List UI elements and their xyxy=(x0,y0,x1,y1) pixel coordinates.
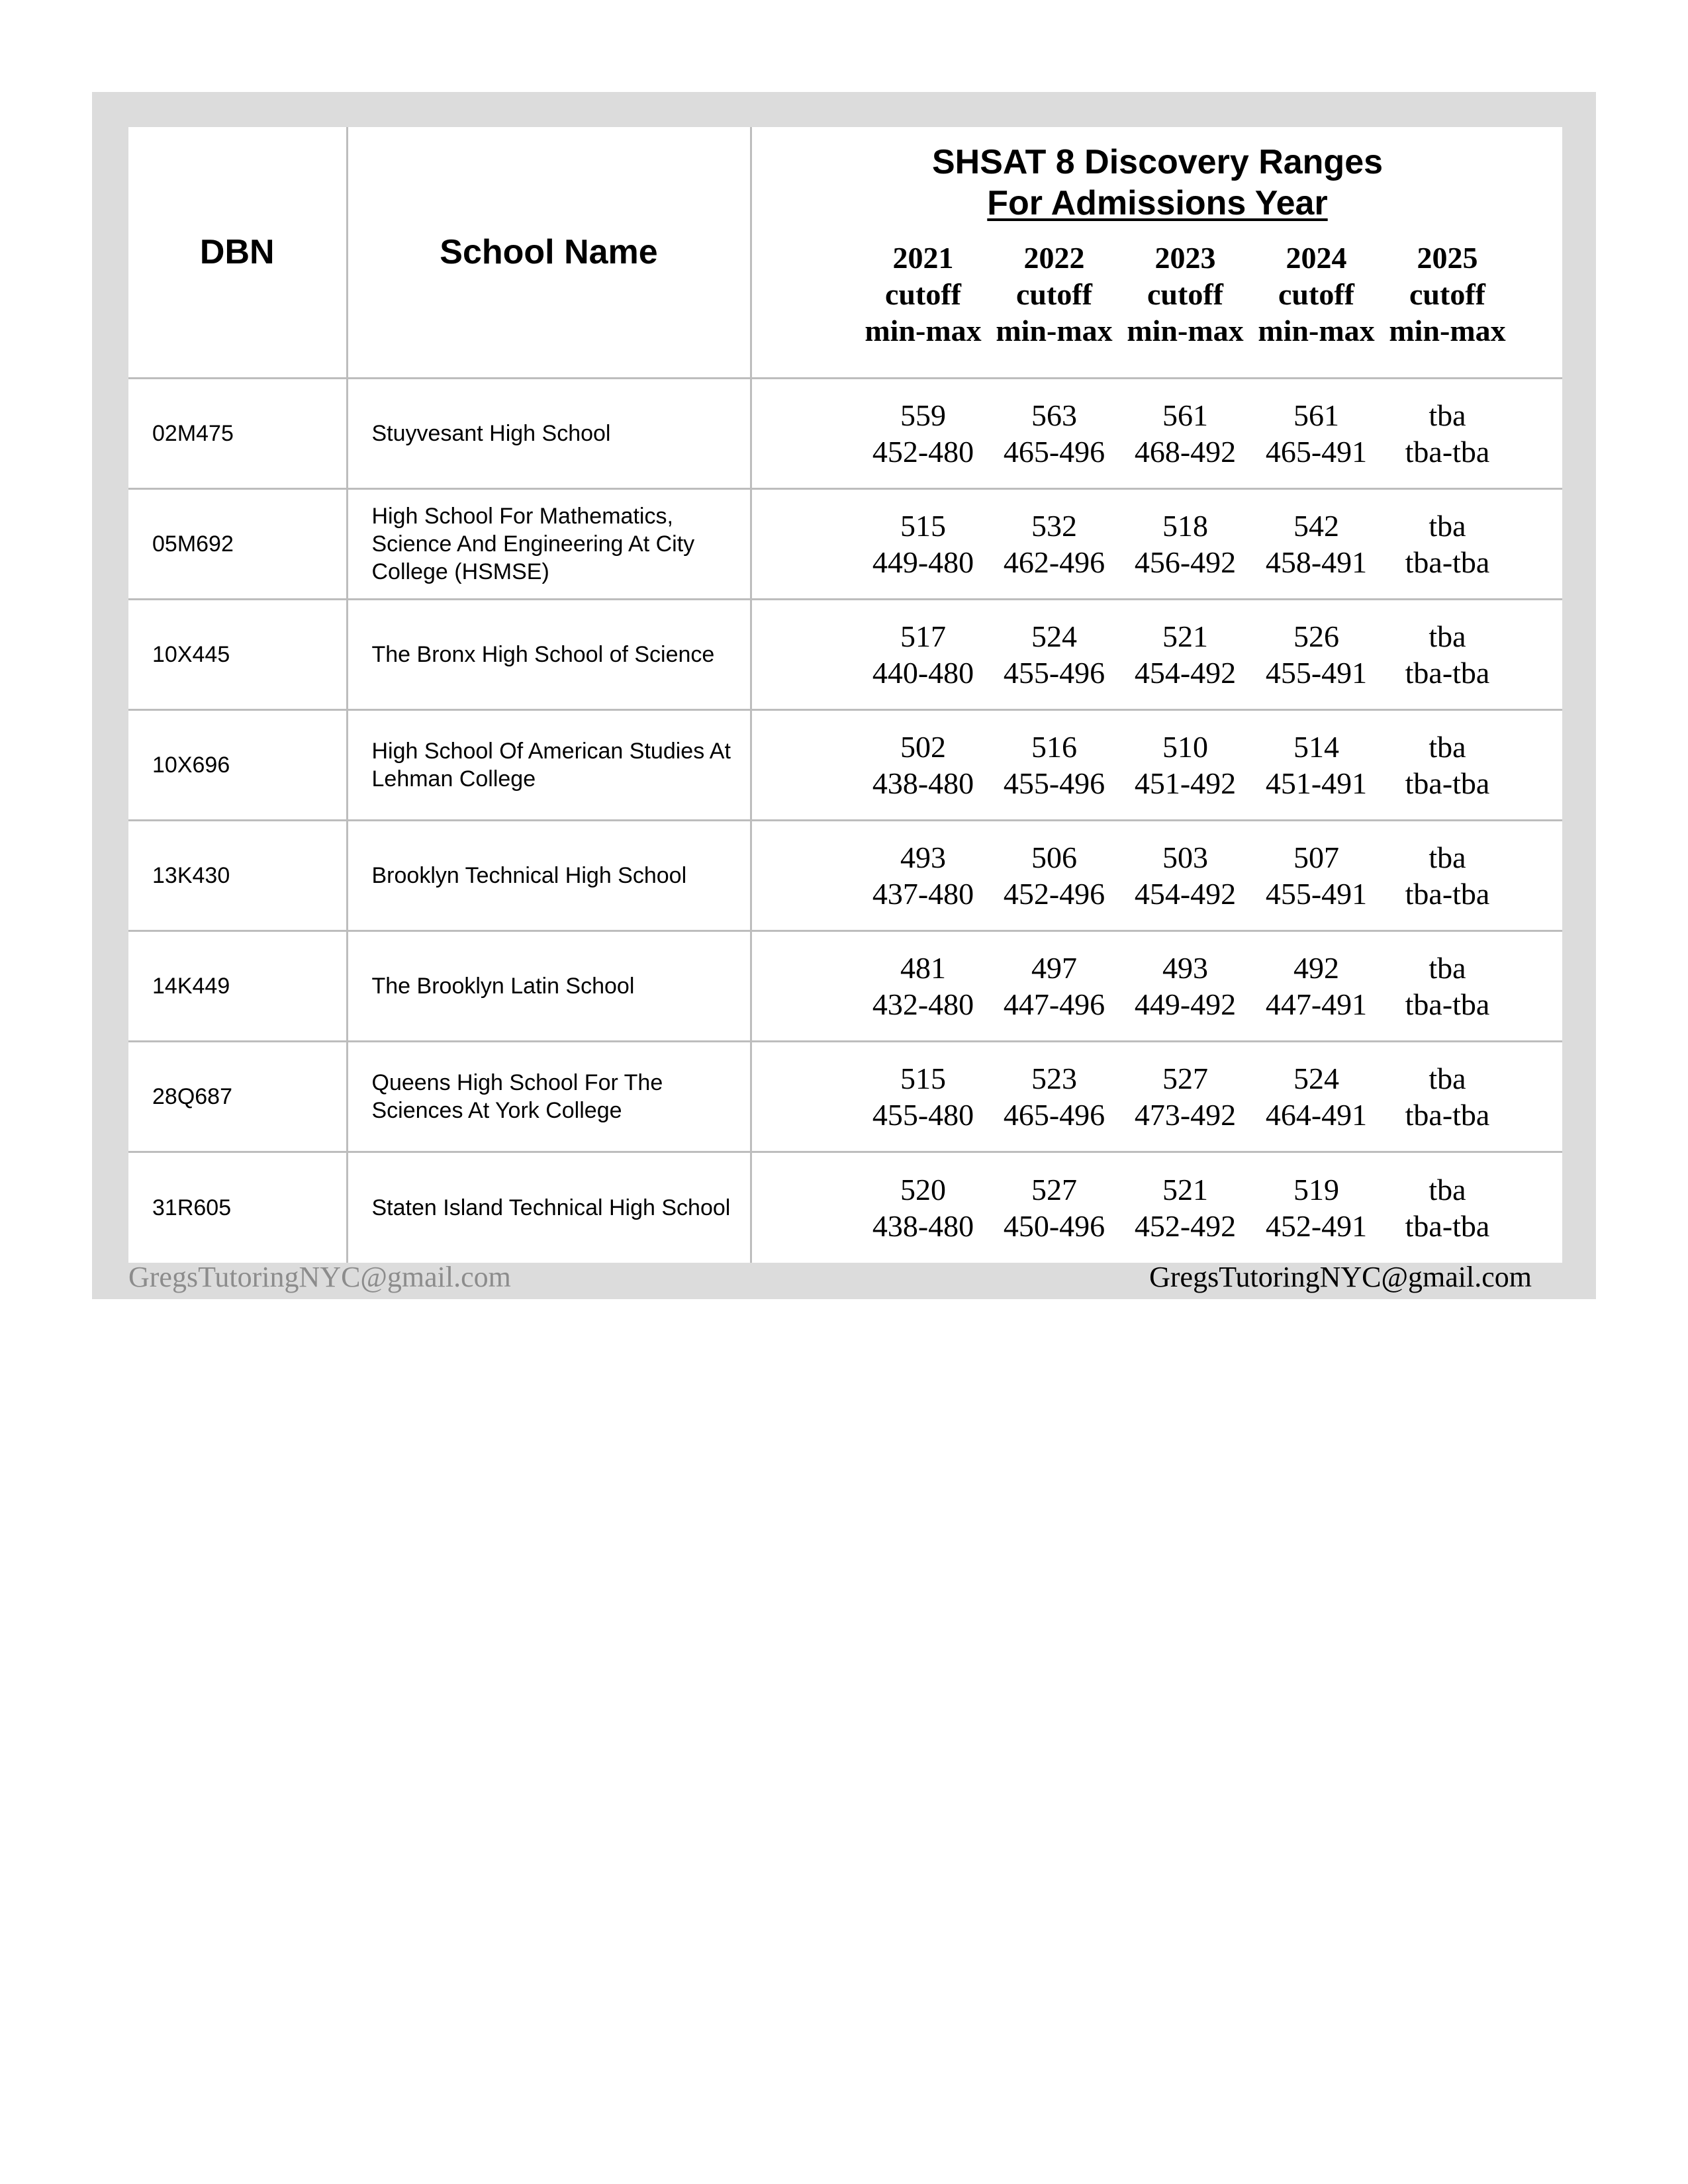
min-max-value: 438-480 xyxy=(872,766,974,801)
cutoff-value: tba xyxy=(1429,951,1466,985)
year-value-2023 xyxy=(1120,839,1251,912)
dbn-cell: 14K449 xyxy=(128,931,347,1042)
year-header-range: min-max xyxy=(1258,314,1375,348)
year-value-2023 xyxy=(1120,1060,1251,1133)
cutoff-value: 524 xyxy=(1031,619,1077,654)
cutoff-value: 493 xyxy=(1162,951,1208,985)
min-max-value: 451-491 xyxy=(1265,766,1368,801)
table-row xyxy=(128,821,1562,931)
year-header-range: min-max xyxy=(996,314,1113,348)
min-max-value: 455-496 xyxy=(1003,766,1105,801)
year-header-2025 xyxy=(1382,240,1513,349)
min-max-value: 447-496 xyxy=(1003,987,1105,1022)
year-value-2023 xyxy=(1120,618,1251,691)
year-value-2022 xyxy=(989,729,1120,801)
cutoff-value: 515 xyxy=(900,509,946,543)
min-max-value: 452-491 xyxy=(1265,1209,1368,1244)
table-row xyxy=(128,1042,1562,1152)
min-max-value: 454-492 xyxy=(1134,877,1237,911)
year-value-2022 xyxy=(989,508,1120,580)
min-max-value: 465-496 xyxy=(1003,1098,1105,1132)
min-max-value: 437-480 xyxy=(872,877,974,911)
min-max-value: 455-496 xyxy=(1003,656,1105,690)
min-max-value: 450-496 xyxy=(1003,1209,1105,1244)
ranges-title xyxy=(752,142,1564,224)
min-max-value: tba-tba xyxy=(1405,877,1490,911)
range-values-cell xyxy=(751,931,1562,1042)
table-row xyxy=(128,931,1562,1042)
min-max-value: 440-480 xyxy=(872,656,974,690)
school-name-cell: The Brooklyn Latin School xyxy=(347,931,751,1042)
table-row xyxy=(128,710,1562,821)
min-max-value: 452-480 xyxy=(872,435,974,469)
year-value-2021 xyxy=(858,618,989,691)
min-max-value: 447-491 xyxy=(1265,987,1368,1022)
year-header-range: min-max xyxy=(1389,314,1506,348)
year-header-year: 2021 xyxy=(892,241,954,275)
year-header-cutoff: cutoff xyxy=(1016,277,1092,312)
cutoff-value: 526 xyxy=(1293,619,1339,654)
year-value-2022 xyxy=(989,397,1120,470)
cutoff-value: 527 xyxy=(1031,1173,1077,1207)
year-header-year: 2024 xyxy=(1286,241,1347,275)
min-max-value: tba-tba xyxy=(1405,656,1490,690)
cutoff-value: 516 xyxy=(1031,730,1077,764)
cutoff-value: 521 xyxy=(1162,1173,1208,1207)
table-row xyxy=(128,1152,1562,1263)
range-values-cell xyxy=(751,379,1562,489)
min-max-value: 458-491 xyxy=(1265,545,1368,580)
year-value-2024 xyxy=(1251,950,1382,1023)
discovery-ranges-table xyxy=(128,127,1562,1263)
year-value-2021 xyxy=(858,839,989,912)
year-value-2021 xyxy=(858,397,989,470)
cutoff-value: 503 xyxy=(1162,841,1208,875)
min-max-value: tba-tba xyxy=(1405,435,1490,469)
ranges-title-line1: SHSAT 8 Discovery Ranges xyxy=(931,143,1383,182)
school-name-cell: The Bronx High School of Science xyxy=(347,600,751,710)
min-max-value: 451-492 xyxy=(1134,766,1237,801)
min-max-value: 455-491 xyxy=(1265,877,1368,911)
dbn-cell: 10X696 xyxy=(128,710,347,821)
year-value-2022 xyxy=(989,1171,1120,1244)
min-max-value: 462-496 xyxy=(1003,545,1105,580)
dbn-cell: 31R605 xyxy=(128,1152,347,1263)
year-value-2024 xyxy=(1251,508,1382,580)
range-values-cell xyxy=(751,821,1562,931)
year-header-cutoff: cutoff xyxy=(885,277,961,312)
cutoff-value: 521 xyxy=(1162,619,1208,654)
cutoff-value: 507 xyxy=(1293,841,1339,875)
dbn-cell: 02M475 xyxy=(128,379,347,489)
min-max-value: 465-491 xyxy=(1265,435,1368,469)
min-max-value: tba-tba xyxy=(1405,1098,1490,1132)
year-header-cutoff: cutoff xyxy=(1147,277,1223,312)
cutoff-value: 520 xyxy=(900,1173,946,1207)
year-header-year: 2023 xyxy=(1154,241,1216,275)
min-max-value: 464-491 xyxy=(1265,1098,1368,1132)
cutoff-value: tba xyxy=(1429,1062,1466,1096)
year-value-2024 xyxy=(1251,618,1382,691)
year-header-range: min-max xyxy=(1127,314,1244,348)
cutoff-value: 563 xyxy=(1031,398,1077,433)
year-value-2022 xyxy=(989,950,1120,1023)
cutoff-value: 481 xyxy=(900,951,946,985)
year-value-2025 xyxy=(1382,397,1513,470)
footer-email-right: GregsTutoringNYC@gmail.com xyxy=(1149,1261,1532,1293)
min-max-value: 449-492 xyxy=(1134,987,1237,1022)
year-value-2021 xyxy=(858,1060,989,1133)
dbn-cell: 05M692 xyxy=(128,489,347,600)
cutoff-value: 532 xyxy=(1031,509,1077,543)
year-headers xyxy=(858,240,1513,349)
cutoff-value: 542 xyxy=(1293,509,1339,543)
min-max-value: tba-tba xyxy=(1405,766,1490,801)
cutoff-value: 561 xyxy=(1293,398,1339,433)
cutoff-value: 524 xyxy=(1293,1062,1339,1096)
year-header-year: 2025 xyxy=(1417,241,1478,275)
year-value-2023 xyxy=(1120,950,1251,1023)
dbn-cell: 13K430 xyxy=(128,821,347,931)
year-value-2024 xyxy=(1251,1171,1382,1244)
school-name-cell: Brooklyn Technical High School xyxy=(347,821,751,931)
school-name-cell: High School For Mathematics, Science And Engineering At City College (HSMSE) xyxy=(347,489,751,600)
range-values-cell xyxy=(751,600,1562,710)
year-value-2025 xyxy=(1382,839,1513,912)
range-values-cell xyxy=(751,489,1562,600)
school-name-cell: Staten Island Technical High School xyxy=(347,1152,751,1263)
min-max-value: 452-496 xyxy=(1003,877,1105,911)
dbn-header: DBN xyxy=(128,127,347,379)
dbn-cell: 10X445 xyxy=(128,600,347,710)
table-row xyxy=(128,379,1562,489)
min-max-value: 432-480 xyxy=(872,987,974,1022)
year-value-2025 xyxy=(1382,508,1513,580)
year-value-2025 xyxy=(1382,1171,1513,1244)
cutoff-value: 523 xyxy=(1031,1062,1077,1096)
cutoff-value: 514 xyxy=(1293,730,1339,764)
min-max-value: 465-496 xyxy=(1003,435,1105,469)
year-value-2021 xyxy=(858,729,989,801)
table-row xyxy=(128,600,1562,710)
year-value-2021 xyxy=(858,950,989,1023)
table-header-row xyxy=(128,127,1562,379)
min-max-value: tba-tba xyxy=(1405,987,1490,1022)
ranges-header xyxy=(751,127,1562,379)
min-max-value: 454-492 xyxy=(1134,656,1237,690)
min-max-value: 468-492 xyxy=(1134,435,1237,469)
year-value-2022 xyxy=(989,839,1120,912)
cutoff-value: 515 xyxy=(900,1062,946,1096)
range-values-cell xyxy=(751,1152,1562,1263)
cutoff-value: tba xyxy=(1429,509,1466,543)
year-value-2022 xyxy=(989,618,1120,691)
year-value-2025 xyxy=(1382,729,1513,801)
year-value-2023 xyxy=(1120,508,1251,580)
footer-email-left: GregsTutoringNYC@gmail.com xyxy=(128,1261,511,1293)
cutoff-value: 527 xyxy=(1162,1062,1208,1096)
cutoff-value: 561 xyxy=(1162,398,1208,433)
min-max-value: 456-492 xyxy=(1134,545,1237,580)
year-header-2022 xyxy=(989,240,1120,349)
cutoff-value: tba xyxy=(1429,730,1466,764)
min-max-value: 455-491 xyxy=(1265,656,1368,690)
cutoff-value: 510 xyxy=(1162,730,1208,764)
cutoff-value: 492 xyxy=(1293,951,1339,985)
year-header-2023 xyxy=(1120,240,1251,349)
school-name-cell: Stuyvesant High School xyxy=(347,379,751,489)
year-value-2021 xyxy=(858,508,989,580)
year-header-cutoff: cutoff xyxy=(1409,277,1485,312)
year-value-2022 xyxy=(989,1060,1120,1133)
school-name-header: School Name xyxy=(347,127,751,379)
min-max-value: 473-492 xyxy=(1134,1098,1237,1132)
year-value-2025 xyxy=(1382,618,1513,691)
year-value-2025 xyxy=(1382,1060,1513,1133)
ranges-title-line2: For Admissions Year xyxy=(987,184,1328,223)
year-value-2024 xyxy=(1251,729,1382,801)
cutoff-value: tba xyxy=(1429,1173,1466,1207)
year-value-2024 xyxy=(1251,1060,1382,1133)
min-max-value: 449-480 xyxy=(872,545,974,580)
year-value-2023 xyxy=(1120,1171,1251,1244)
year-value-2025 xyxy=(1382,950,1513,1023)
cutoff-value: tba xyxy=(1429,619,1466,654)
min-max-value: 438-480 xyxy=(872,1209,974,1244)
cutoff-value: 493 xyxy=(900,841,946,875)
min-max-value: 455-480 xyxy=(872,1098,974,1132)
year-value-2024 xyxy=(1251,839,1382,912)
year-value-2024 xyxy=(1251,397,1382,470)
school-name-cell: Queens High School For The Sciences At York College xyxy=(347,1042,751,1152)
cutoff-value: 497 xyxy=(1031,951,1077,985)
cutoff-value: 518 xyxy=(1162,509,1208,543)
min-max-value: tba-tba xyxy=(1405,1209,1490,1244)
year-header-2024 xyxy=(1251,240,1382,349)
cutoff-value: 502 xyxy=(900,730,946,764)
year-value-2021 xyxy=(858,1171,989,1244)
year-header-cutoff: cutoff xyxy=(1278,277,1354,312)
min-max-value: 452-492 xyxy=(1134,1209,1237,1244)
year-value-2023 xyxy=(1120,729,1251,801)
cutoff-value: 506 xyxy=(1031,841,1077,875)
min-max-value: tba-tba xyxy=(1405,545,1490,580)
table-row xyxy=(128,489,1562,600)
dbn-cell: 28Q687 xyxy=(128,1042,347,1152)
ranges-table-sheet xyxy=(128,127,1562,1263)
year-header-year: 2022 xyxy=(1023,241,1085,275)
school-name-cell: High School Of American Studies At Lehman College xyxy=(347,710,751,821)
year-header-2021 xyxy=(858,240,989,349)
cutoff-value: tba xyxy=(1429,841,1466,875)
year-header-range: min-max xyxy=(865,314,982,348)
range-values-cell xyxy=(751,1042,1562,1152)
year-value-2023 xyxy=(1120,397,1251,470)
cutoff-value: 517 xyxy=(900,619,946,654)
cutoff-value: tba xyxy=(1429,398,1466,433)
range-values-cell xyxy=(751,710,1562,821)
cutoff-value: 559 xyxy=(900,398,946,433)
cutoff-value: 519 xyxy=(1293,1173,1339,1207)
